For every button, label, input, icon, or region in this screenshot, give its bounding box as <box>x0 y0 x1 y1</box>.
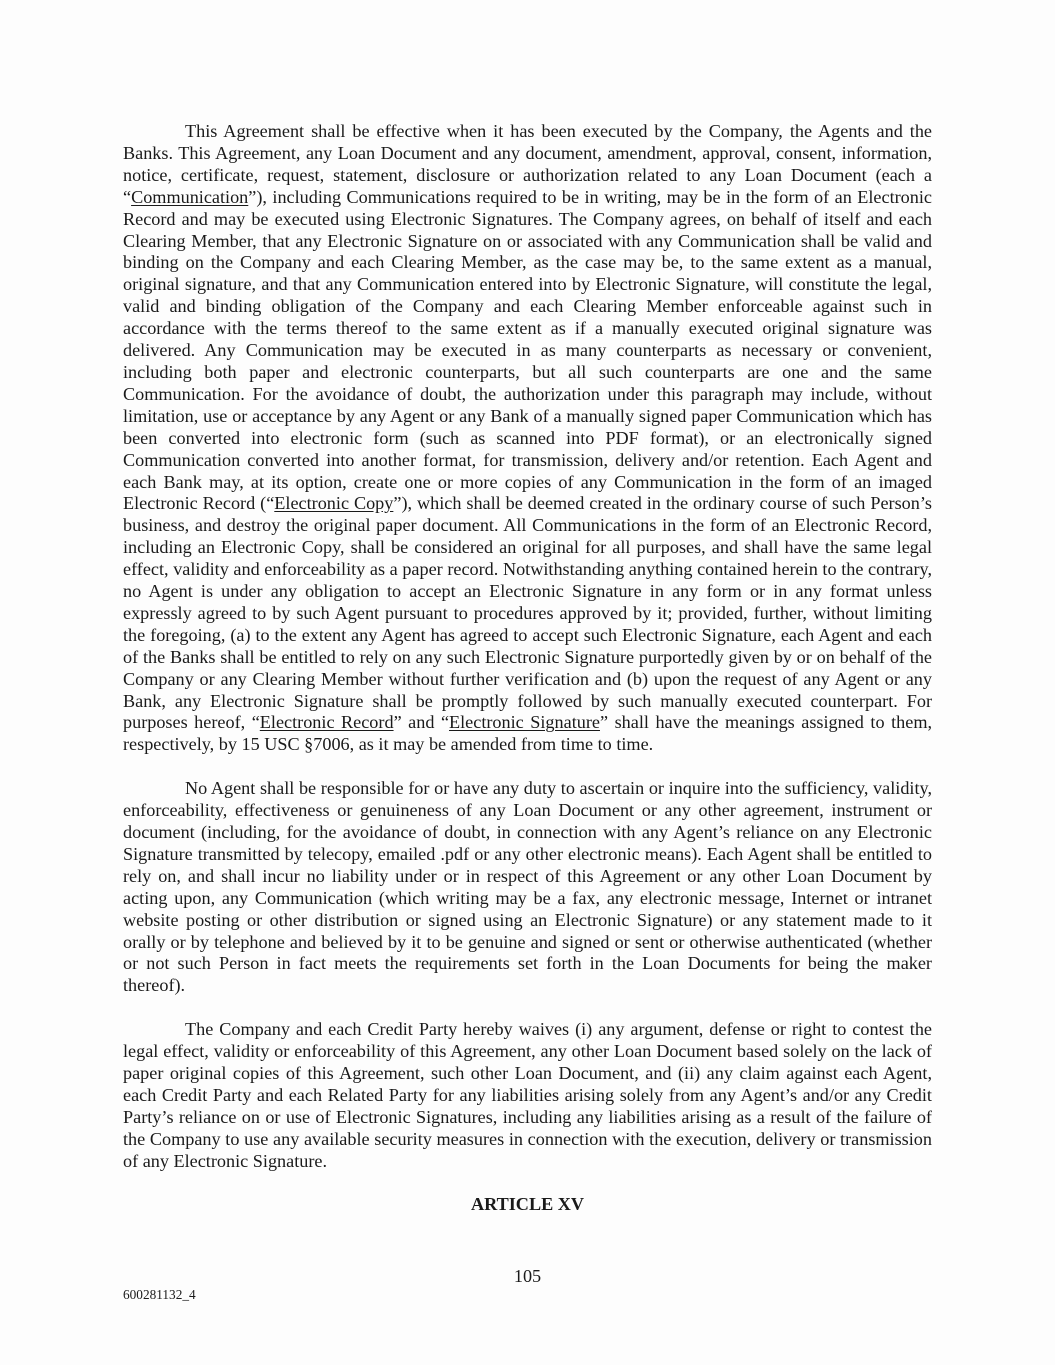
document-body <box>123 121 932 1216</box>
paragraph-waiver <box>123 1019 932 1172</box>
defined-term: Electronic Signature <box>449 712 600 733</box>
paragraph-agent-no-duty <box>123 778 932 997</box>
defined-term: Electronic Copy <box>274 493 394 514</box>
paragraph-electronic-execution <box>123 121 932 756</box>
text-run: The Company and each Credit Party hereby waives (i) any argument, defense or right to contest the legal effect, validity or enforceability of this Agreement, any other Loan Document based solely on the lack of paper original copies of this Agreement, such other Loan Document, and (ii) any claim against each Agent, each Credit Party and each Related Party for any liabilities arising solely from any Agent’s and/or any Credit Party’s reliance on or use of Electronic Signatures, including any liabilities arising as a result of the failure of the Company to use any available security measures in connection with the execution, delivery or transmission of any Electronic Signature. <box>123 1019 932 1171</box>
document-control-number: 600281132_4 <box>123 1287 196 1302</box>
text-run: No Agent shall be responsible for or have any duty to ascertain or inquire into the sufficiency, validity, enforceability, effectiveness or genuineness of any Loan Document or any other agreement, instrument or document (including, for the avoidance of doubt, in connection with any Agent’s reliance on any Electronic Signature transmitted by telecopy, emailed .pdf or any other electronic means). Each Agent shall be entitled to rely on, and shall incur no liability under or in respect of this Agreement or any other Loan Document by acting upon, any Communication (which writing may be a fax, any electronic message, Internet or intranet website posting or other distribution or signed using an Electronic Signature) or any statement made to it orally or by telephone and believed by it to be genuine and signed or sent or otherwise authenticated (whether or not such Person in fact meets the requirements set forth in the Loan Documents for being the maker thereof). <box>123 778 932 996</box>
defined-term: Communication <box>131 186 249 207</box>
text-run: ” and “ <box>393 712 450 733</box>
text-run: ” shall have the meanings assigned to them, respectively, by 15 USC §7006, as it may be amended from time to time. <box>123 712 933 755</box>
text-run: ”), including Communications required to be in writing, may be in the form of an Electronic Record and may be executed using Electronic Signatures. The Company agrees, on behalf of itself and each Clearing Member, that any Electronic Signature on or associated with any Communication shall be valid and binding on the Company and each Clearing Member, as the case may be, to the same extent as a manual, original signature, and that any Communication entered into by Electronic Signature, will constitute the legal, valid and binding obligation of the Company and each Clearing Member enforceable against such in accordance with the terms thereof to the same extent as if a manually executed original signature was delivered. Any Communication may be executed in as many counterparts as necessary or convenient, including both paper and electronic counterparts, but all such counterparts are one and the same Communication. For the avoidance of doubt, the authorization under this paragraph may include, without limitation, use or acceptance by any Agent or any Bank of a manually signed paper Communication which has been converted into electronic form (such as scanned into PDF format), or an electronically signed Communication converted into another format, for transmission, delivery and/or retention. Each Agent and each Bank may, at its option, create one or more copies of any Communication in the form of an imaged Electronic Record (“ <box>123 186 932 514</box>
text-run: ”), which shall be deemed created in the ordinary course of such Person’s business, and destroy the original paper document. All Communications in the form of an Electronic Record, including an Electronic Copy, shall be considered an original for all purposes, and shall have the same legal effect, validity and enforceability as a paper record. Notwithstanding anything contained herein to the contrary, no Agent is under any obligation to accept an Electronic Signature in any form or in any format unless expressly agreed to by such Agent pursuant to procedures approved by it; provided, further, without limiting the foregoing, (a) to the extent any Agent has agreed to accept such Electronic Signature, each Agent and each of the Banks shall be entitled to rely on any such Electronic Signature purportedly given by or on behalf of the Company or any Clearing Member without further verification and (b) upon the request of any Agent or any Bank, any Electronic Signature shall be promptly followed by such manually executed counterpart. For purposes hereof, “ <box>123 493 932 733</box>
page-number: 105 <box>513 1266 542 1286</box>
article-heading: ARTICLE XV <box>470 1194 585 1215</box>
defined-term: Electronic Record <box>259 712 394 733</box>
text-run: This Agreement shall be effective when it has been executed by the Company, the Agents and the Banks. This Agreement, any Loan Document and any document, amendment, approval, consent, information, notice, certificate, request, statement, disclosure or authorization related to any Loan Document (each a “ <box>123 121 932 207</box>
